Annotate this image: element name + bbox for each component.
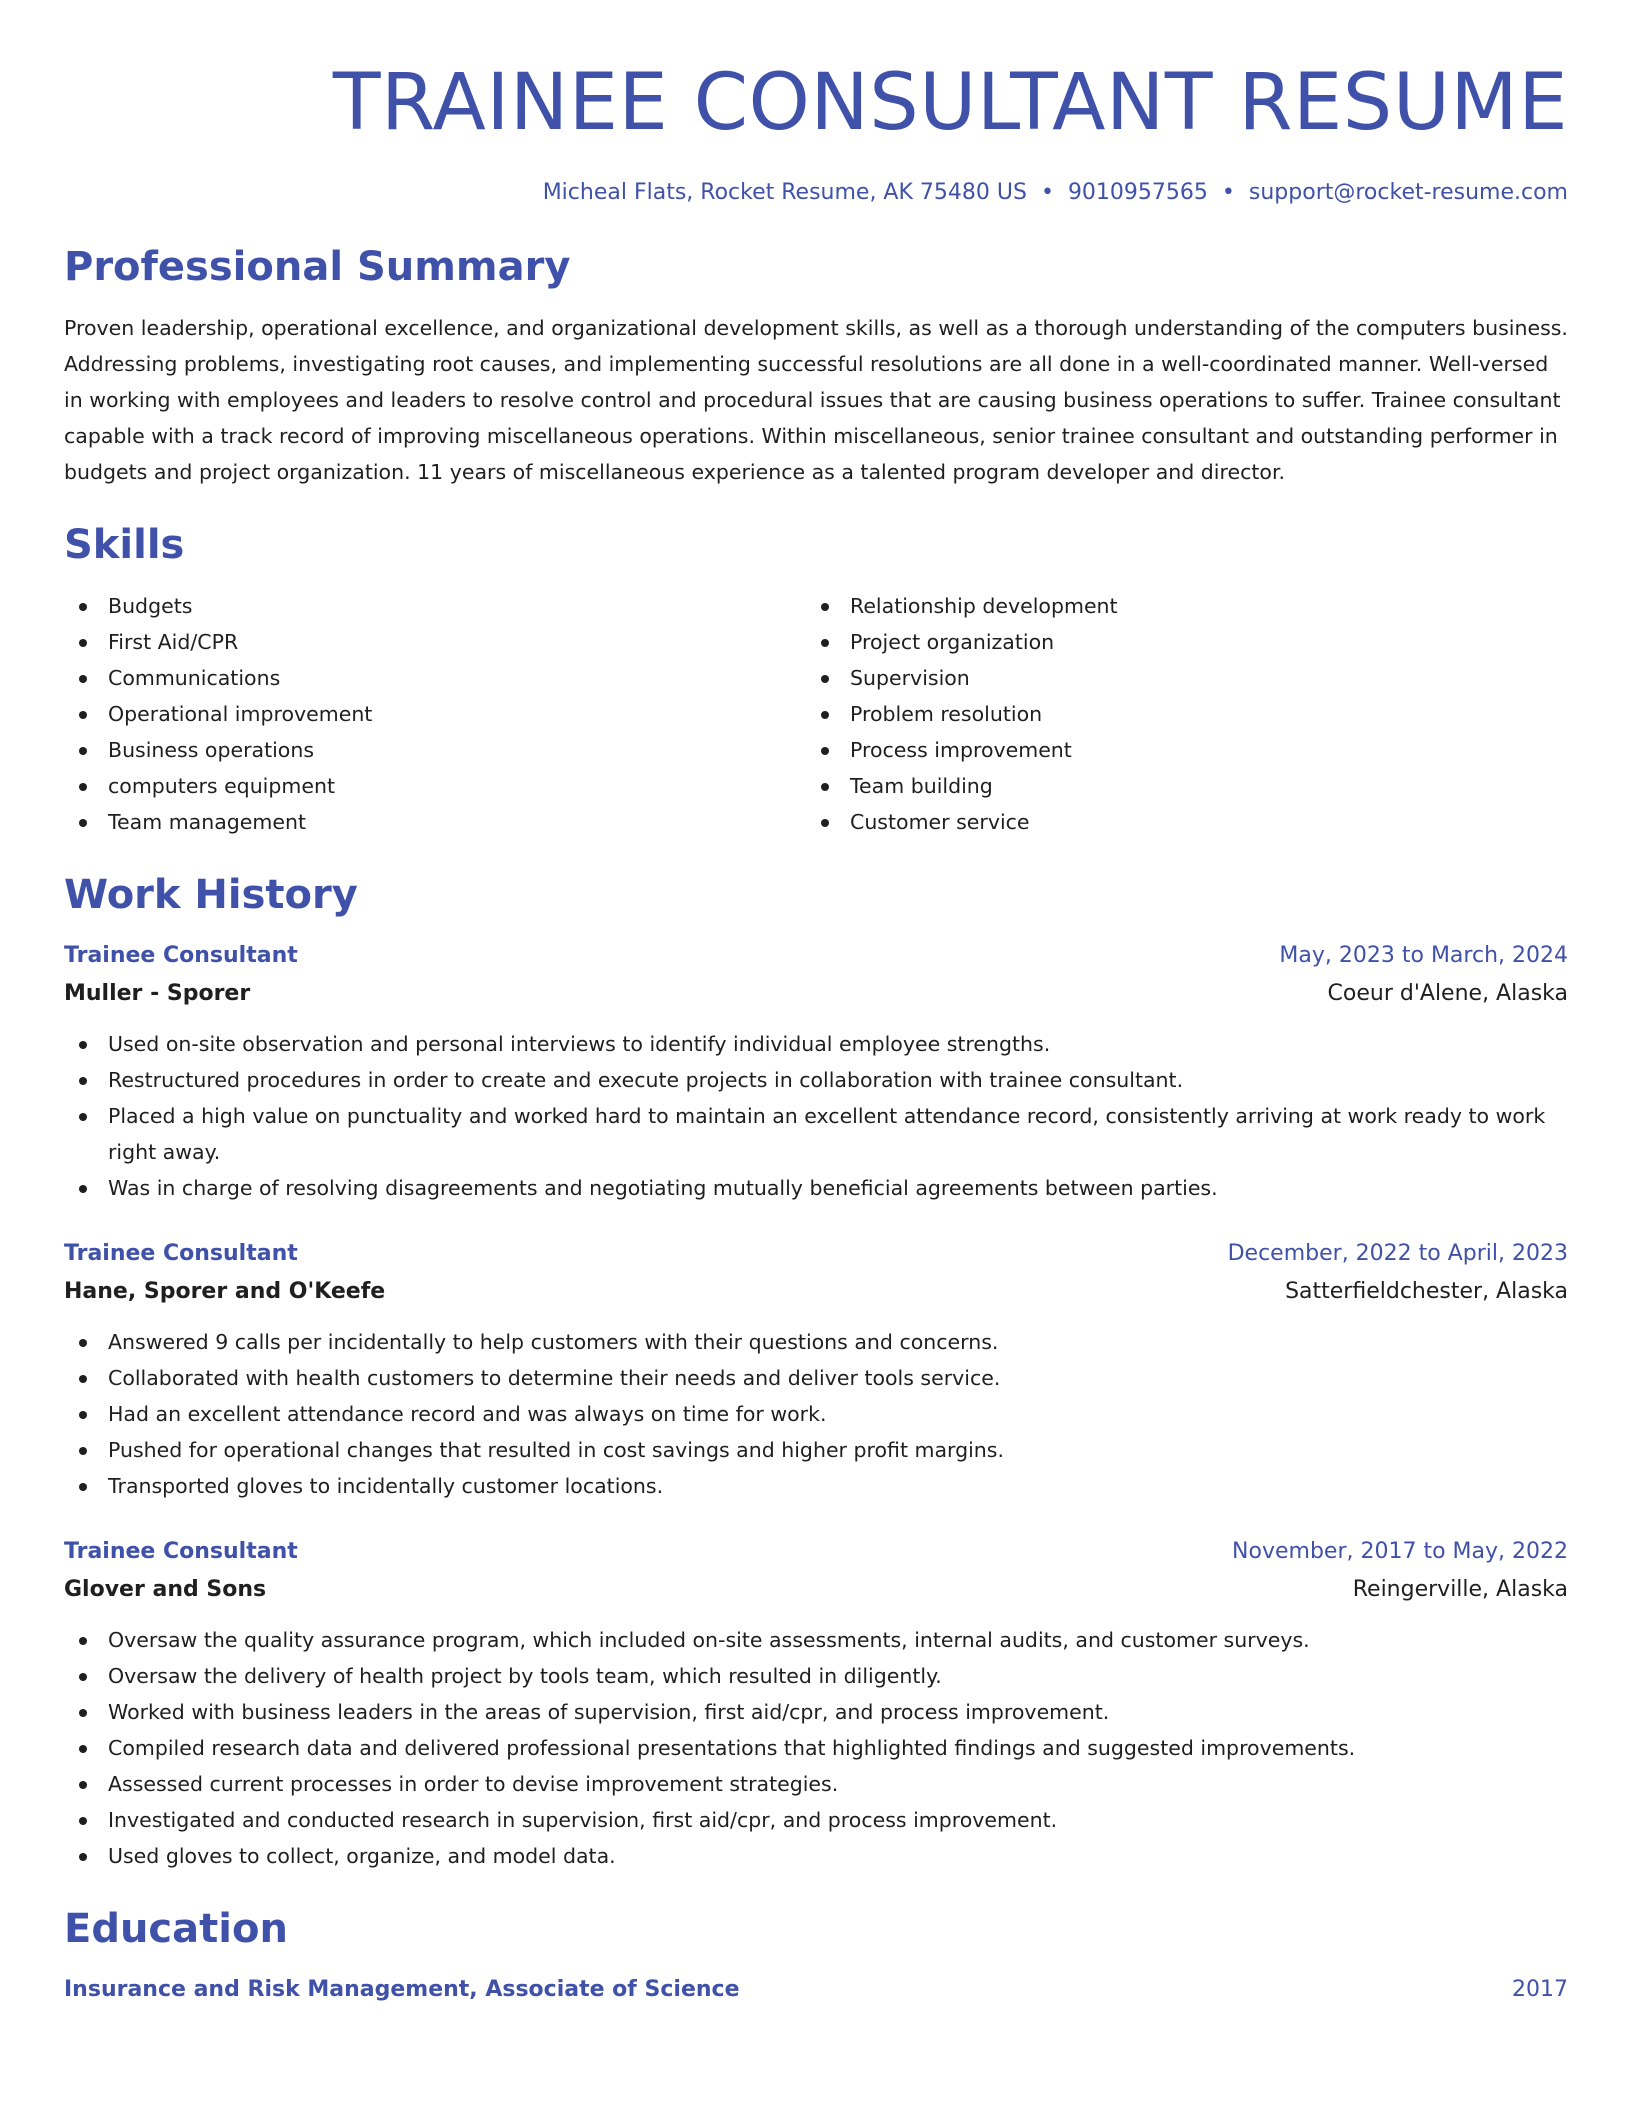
education-degree: Insurance and Risk Management, Associate of Science [64, 1977, 740, 2002]
contact-separator: • [1221, 180, 1235, 205]
summary-heading: Professional Summary [64, 244, 571, 290]
job-entry [64, 1236, 1568, 1504]
contact-address: Micheal Flats, Rocket Resume, AK 75480 US [542, 180, 1027, 205]
skill-item: Process improvement [806, 732, 1548, 768]
skill-item: Business operations [64, 732, 806, 768]
job-bullet: Assessed current processes in order to devise improvement strategies. [64, 1766, 1568, 1802]
contact-separator: • [1040, 180, 1054, 205]
job-dates: December, 2022 to April, 2023 [1227, 1241, 1568, 1266]
job-bullet: Compiled research data and delivered professional presentations that highlighted findings and suggested improvements. [64, 1730, 1568, 1766]
job-bullet: Oversaw the quality assurance program, which included on-site assessments, internal audits, and customer surveys. [64, 1622, 1568, 1658]
job-bullet: Oversaw the delivery of health project by tools team, which resulted in diligently. [64, 1658, 1568, 1694]
job-bullet: Investigated and conducted research in supervision, first aid/cpr, and process improvement. [64, 1802, 1568, 1838]
education-year: 2017 [1512, 1977, 1568, 2002]
job-location: Coeur d'Alene, Alaska [1327, 981, 1568, 1006]
job-dates: November, 2017 to May, 2022 [1232, 1539, 1568, 1564]
job-bullet: Worked with business leaders in the areas of supervision, first aid/cpr, and process improvement. [64, 1694, 1568, 1730]
job-bullets [64, 1026, 1568, 1206]
job-title: Trainee Consultant [64, 1539, 298, 1564]
contact-line [64, 178, 1568, 208]
skill-item: Team management [64, 804, 806, 840]
skill-item: Relationship development [806, 588, 1548, 624]
job-dates: May, 2023 to March, 2024 [1279, 943, 1568, 968]
job-entry [64, 938, 1568, 1206]
job-title: Trainee Consultant [64, 943, 298, 968]
job-company: Muller - Sporer [64, 981, 251, 1006]
job-company: Hane, Sporer and O'Keefe [64, 1279, 386, 1304]
job-bullet: Restructured procedures in order to create and execute projects in collaboration with trainee consultant. [64, 1062, 1568, 1098]
job-bullet: Had an excellent attendance record and was always on time for work. [64, 1396, 1568, 1432]
resume-page [64, 0, 1568, 2008]
job-bullet: Used on-site observation and personal interviews to identify individual employee strengths. [64, 1026, 1568, 1062]
skills-list [64, 588, 1568, 840]
job-title: Trainee Consultant [64, 1241, 298, 1266]
skill-item: Team building [806, 768, 1548, 804]
skill-item: First Aid/CPR [64, 624, 806, 660]
skills-heading: Skills [64, 522, 185, 568]
job-bullets [64, 1324, 1568, 1504]
skill-item: computers equipment [64, 768, 806, 804]
contact-email[interactable]: support@rocket-resume.com [1248, 180, 1568, 205]
job-bullet: Pushed for operational changes that resulted in cost savings and higher profit margins. [64, 1432, 1568, 1468]
job-entry [64, 1534, 1568, 1874]
skill-item: Budgets [64, 588, 806, 624]
job-bullet: Was in charge of resolving disagreements and negotiating mutually beneficial agreements between parties. [64, 1170, 1568, 1206]
skill-item: Communications [64, 660, 806, 696]
job-location: Satterfieldchester, Alaska [1285, 1279, 1568, 1304]
education-entry [64, 1972, 1568, 2008]
resume-title: TRAINEE CONSULTANT RESUME [332, 58, 1568, 148]
job-location: Reingerville, Alaska [1352, 1577, 1568, 1602]
job-bullet: Transported gloves to incidentally customer locations. [64, 1468, 1568, 1504]
job-bullets [64, 1622, 1568, 1874]
summary-text: Proven leadership, operational excellence, and organizational development skills, as well as a thorough understanding of the computers business. Addressing problems, investigating root causes, and implementing successful resolutions are all done in a well-coordinated manner. Well-versed in working with employees and leaders to resolve control and procedural issues that are causing business operations to suffer. Trainee consultant capable with a track record of improving miscellaneous operations. Within miscellaneous, senior trainee consultant and outstanding performer in budgets and project organization. 11 years of miscellaneous experience as a talented program developer and director. [64, 316, 1568, 484]
job-bullet: Answered 9 calls per incidentally to help customers with their questions and concerns. [64, 1324, 1568, 1360]
job-bullet: Collaborated with health customers to determine their needs and deliver tools service. [64, 1360, 1568, 1396]
skill-item: Supervision [806, 660, 1548, 696]
job-bullet: Placed a high value on punctuality and worked hard to maintain an excellent attendance record, consistently arriving at work ready to work right away. [64, 1098, 1568, 1170]
work-history-heading: Work History [64, 872, 358, 918]
skills-column-right [806, 588, 1548, 840]
skills-column-left [64, 588, 806, 840]
education-heading: Education [64, 1906, 288, 1952]
skill-item: Project organization [806, 624, 1548, 660]
job-bullet: Used gloves to collect, organize, and model data. [64, 1838, 1568, 1874]
skill-item: Operational improvement [64, 696, 806, 732]
skill-item: Problem resolution [806, 696, 1548, 732]
job-company: Glover and Sons [64, 1577, 267, 1602]
skill-item: Customer service [806, 804, 1548, 840]
contact-phone: 9010957565 [1067, 180, 1208, 205]
